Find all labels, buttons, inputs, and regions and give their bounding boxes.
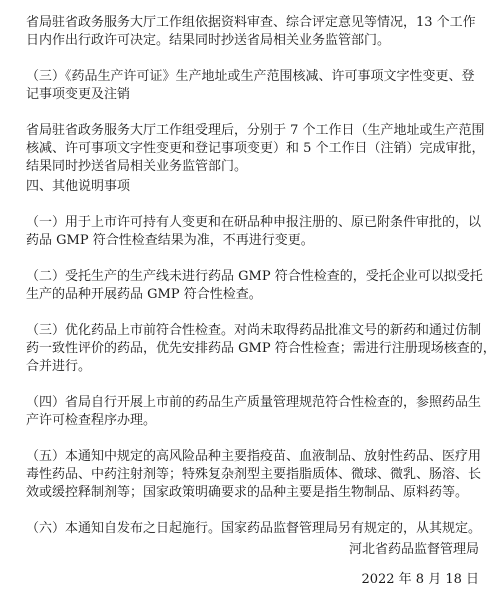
item-3-line-3: 合并进行。 [26, 359, 92, 374]
section4-heading-text: 四、其他说明事项 [26, 179, 131, 194]
section3-heading [26, 68, 478, 104]
item-4-line-2: 产许可检查程序办理。 [26, 413, 157, 428]
item-6-line-1: （六）本通知自发布之日起施行。国家药品监督管理局另有规定的，从其规定。 [26, 521, 482, 536]
intro-paragraph [26, 14, 478, 50]
signature-organization: 河北省药品监督管理局 [348, 542, 479, 557]
item-5-line-1: （五）本通知中规定的高风险品种主要指疫苗、血液制品、放射性药品、医疗用 [26, 449, 482, 464]
item-4-line-1: （四）省局自行开展上市前的药品生产质量管理规范符合性检查的，参照药品生 [26, 395, 482, 410]
item-5-line-2: 毒性药品、中药注射剂等；特殊复杂剂型主要指脂质体、微球、微乳、肠溶、长 [26, 467, 482, 482]
intro-line-2: 日内作出行政许可决定。结果同时抄送省局相关业务监管部门。 [26, 33, 391, 48]
item-1-line-1: （一）用于上市许可持有人变更和在研品种申报注册的、原已附条件审批的，以 [26, 215, 482, 230]
item-2-line-2: 生产的品种开展药品 GMP 符合性检查。 [26, 287, 262, 302]
item-1-paragraph [26, 214, 482, 250]
section3-body-paragraph [26, 122, 485, 176]
section3-heading-line-2: 记事项变更及注销 [26, 87, 131, 102]
item-2-line-1: （二）受托生产的生产线未进行药品 GMP 符合性检查的，受托企业可以拟受托 [26, 269, 483, 284]
section4-heading [26, 178, 478, 196]
item-2-paragraph [26, 268, 483, 304]
item-3-line-2: 药一致性评价的药品，优先安排药品 GMP 符合性检查；需进行注册现场核查的， [26, 341, 496, 356]
intro-line-1: 省局驻省政务服务大厅工作组依据资料审查、综合评定意见等情况，13 个工作 [26, 15, 476, 30]
section3-body-line-3: 结果同时抄送省局相关业务监管部门。 [26, 159, 248, 174]
section3-body-line-2: 核减、许可事项文字性变更和登记事项变更）和 5 个工作日（注销）完成审批， [26, 141, 485, 156]
signature-date: 2022 年 8 月 18 日 [361, 572, 479, 587]
item-3-line-1: （三）优化药品上市前符合性检查。对尚未取得药品批准文号的新药和通过仿制 [26, 323, 482, 338]
item-6-paragraph [26, 520, 482, 538]
item-5-paragraph [26, 448, 482, 502]
section3-heading-line-1: （三）《药品生产许可证》生产地址或生产范围核减、许可事项文字性变更、登 [26, 69, 475, 84]
item-1-line-2: 药品 GMP 符合性检查结果为准，不再进行变更。 [26, 233, 314, 248]
item-5-line-3: 效或缓控释制剂等；国家政策明确要求的品种主要是指生物制品、原料药等。 [26, 485, 469, 500]
item-4-paragraph [26, 394, 482, 430]
section3-body-line-1: 省局驻省政务服务大厅工作组受理后，分别于 7 个工作日（生产地址或生产范围 [26, 123, 485, 138]
item-3-paragraph [26, 322, 496, 376]
